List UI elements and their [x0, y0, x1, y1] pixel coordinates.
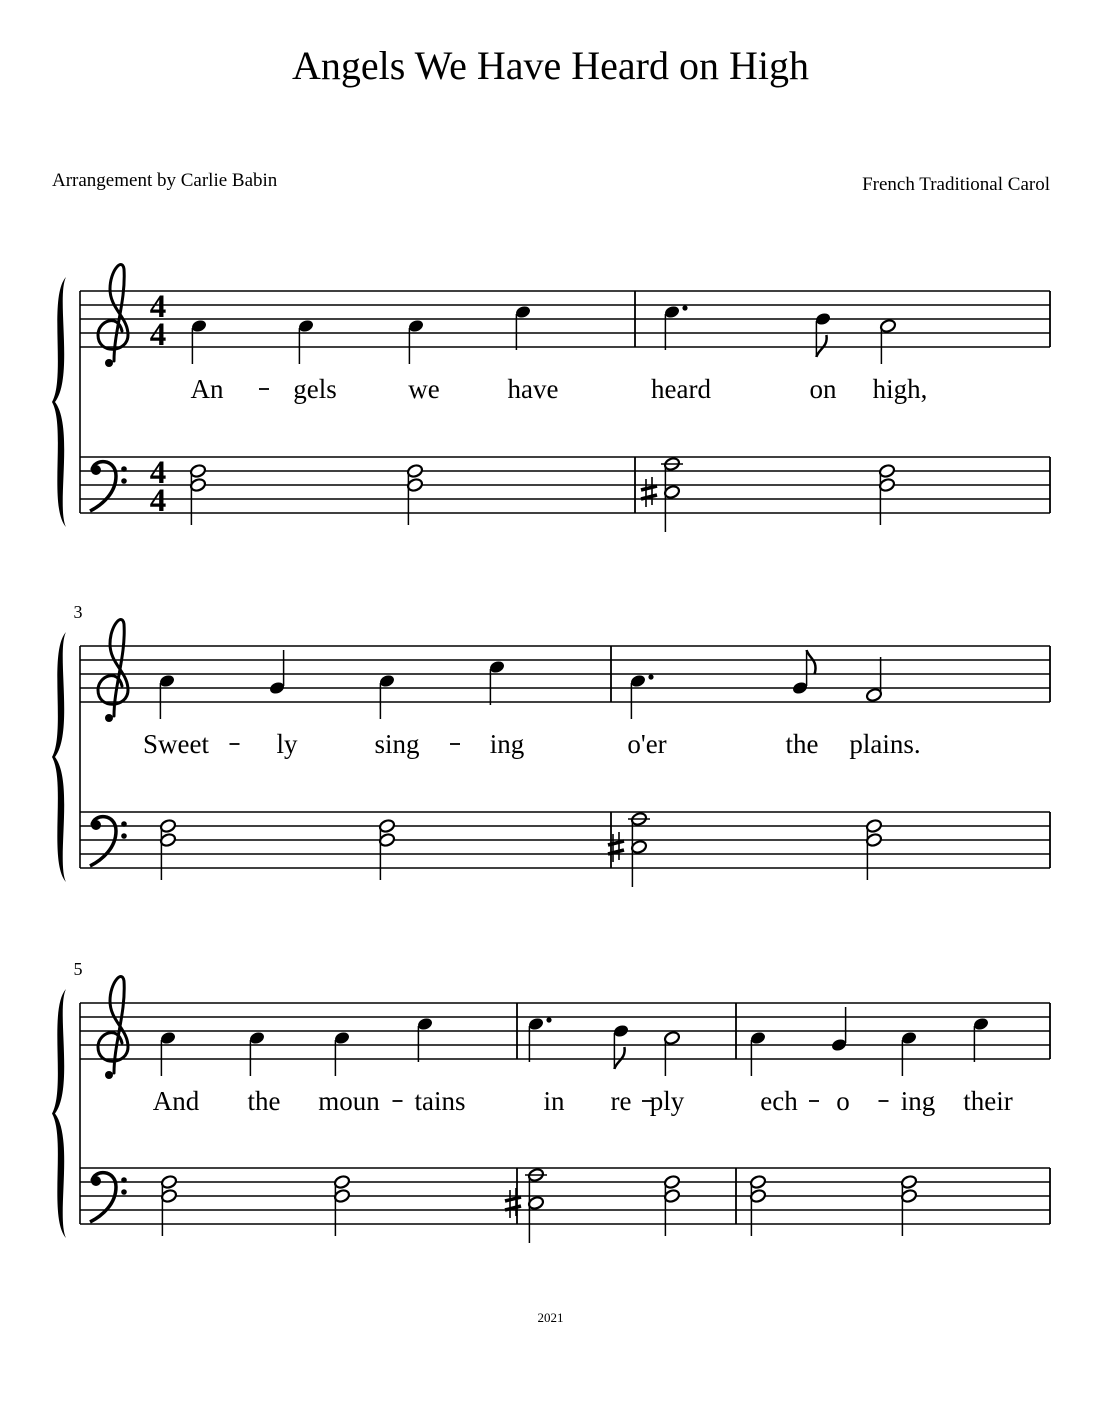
time-signature-denominator: 4: [149, 317, 167, 353]
augmentation-dot: [648, 674, 653, 679]
lyric-syllable: o: [836, 1086, 850, 1116]
lyric-syllable: gels: [293, 374, 337, 404]
composer-credit: French Traditional Carol: [862, 174, 1050, 195]
lyric-syllable: moun: [318, 1086, 380, 1116]
lyric-syllable: we: [408, 374, 440, 404]
lyric-syllable: And: [152, 1086, 200, 1116]
lyric-syllable: the: [785, 729, 819, 759]
augmentation-dot: [546, 1017, 551, 1022]
lyric-syllable: have: [507, 374, 559, 404]
lyric-syllable: heard: [651, 374, 711, 404]
bass-clef-icon: [90, 817, 127, 866]
score-title: Angels We Have Heard on High: [291, 43, 809, 88]
lyric-syllable: sing: [374, 729, 420, 759]
arranger-credit: Arrangement by Carlie Babin: [52, 170, 278, 191]
lyric-syllable: tains: [414, 1086, 466, 1116]
copyright-year: 2021: [537, 1310, 564, 1325]
time-signature-numerator: 4: [149, 455, 167, 491]
lyric-syllable: ply: [649, 1086, 685, 1116]
treble-clef-icon: [98, 620, 128, 722]
measure-number: 3: [73, 602, 83, 622]
lyric-syllable: the: [247, 1086, 281, 1116]
lyric-syllable: ing: [900, 1086, 936, 1116]
lyric-syllable: An: [190, 374, 224, 404]
sharp-accidental: [641, 477, 657, 507]
eighth-flag: [816, 335, 826, 357]
lyric-syllable: their: [963, 1086, 1013, 1116]
lyric-syllable: plains.: [849, 729, 921, 759]
treble-clef-icon: [98, 265, 128, 367]
treble-clef-icon: [98, 977, 128, 1079]
lyric-syllable: ing: [489, 729, 525, 759]
system-brace: [52, 632, 66, 882]
lyric-syllable: re: [610, 1086, 632, 1116]
system-brace: [52, 989, 66, 1238]
time-signature-numerator: 4: [149, 289, 167, 325]
system-brace: [52, 277, 66, 527]
measure-number: 5: [73, 959, 83, 979]
eighth-flag: [807, 650, 816, 674]
augmentation-dot: [682, 305, 687, 310]
lyric-syllable: in: [543, 1086, 565, 1116]
bass-clef-icon: [90, 1173, 127, 1222]
bass-clef-icon: [90, 462, 127, 511]
lyric-syllable: Sweet: [143, 729, 209, 759]
lyric-syllable: high,: [872, 374, 928, 404]
lyric-syllable: o'er: [627, 729, 667, 759]
lyric-syllable: ech: [760, 1086, 798, 1116]
eighth-flag: [614, 1047, 624, 1069]
lyric-syllable: ly: [276, 729, 298, 759]
time-signature-denominator: 4: [149, 483, 167, 519]
sharp-accidental: [505, 1188, 521, 1218]
lyric-syllable: on: [809, 374, 837, 404]
